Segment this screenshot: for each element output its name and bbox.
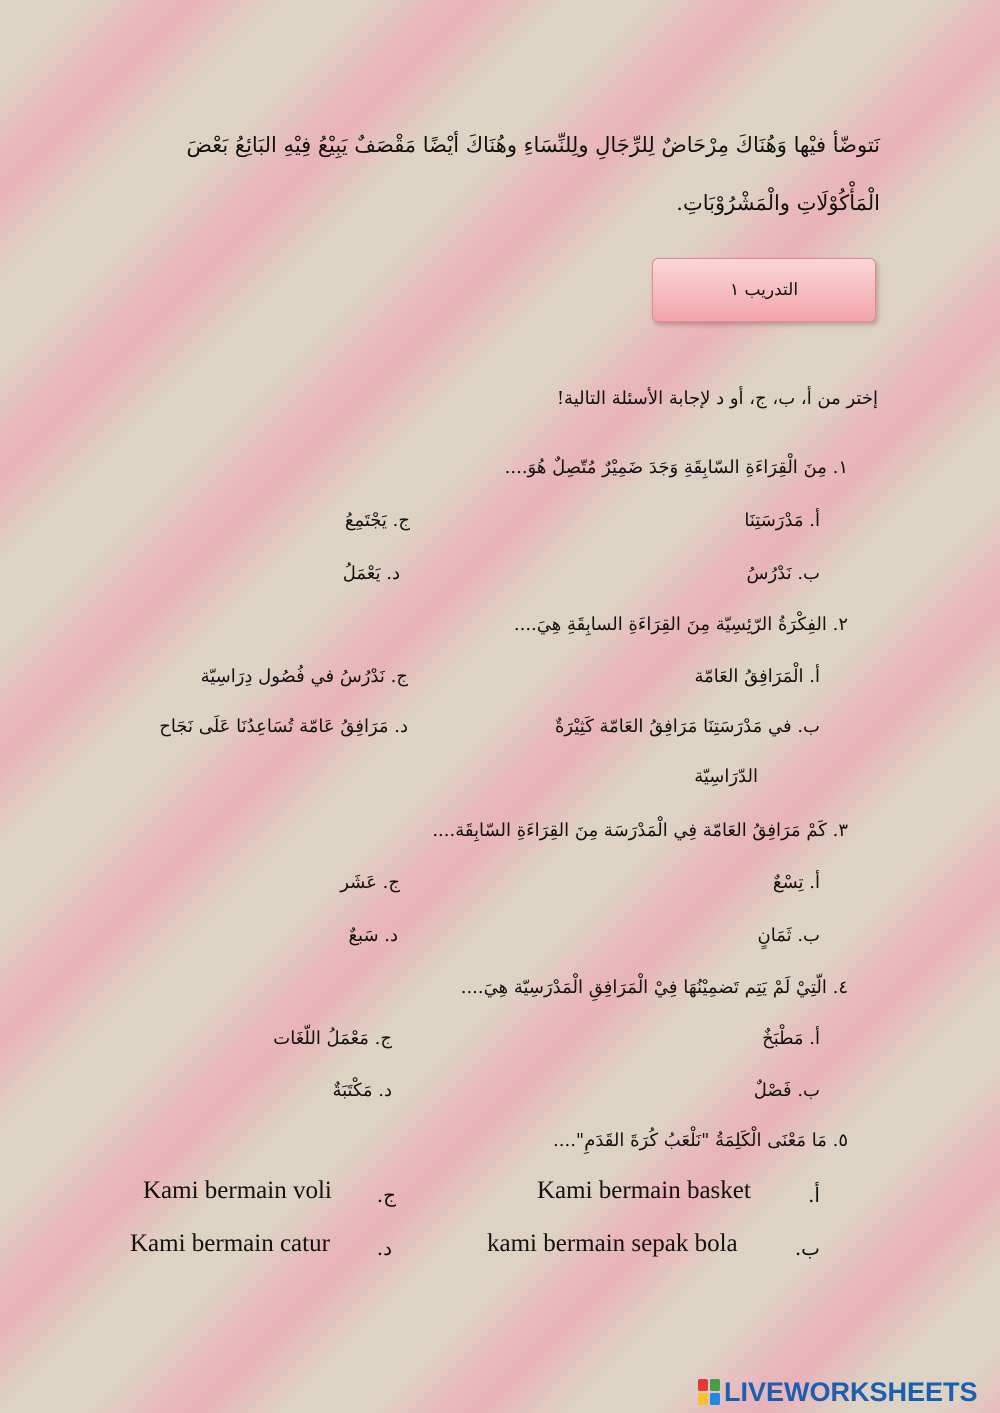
liveworksheets-logo-text: LIVEWORKSHEETS: [724, 1376, 978, 1407]
q5-option-c[interactable]: Kami bermain voli: [143, 1177, 332, 1204]
q5-option-a-letter: أ.: [808, 1183, 820, 1207]
q4-option-d[interactable]: د. مَكْتَبَةٌ: [332, 1080, 392, 1101]
q3-option-a[interactable]: أ. تِسْعٌ: [772, 872, 820, 893]
q5-option-a[interactable]: Kami bermain basket: [537, 1177, 751, 1204]
q1-option-c[interactable]: ج. يَجْتَمِعُ: [344, 510, 410, 531]
instruction-text: إختر من أ، ب، ج، أو د لإجابة الأسئلة التالية!: [556, 388, 878, 409]
q2-option-a[interactable]: أ. الْمَرَافِقُ العَامّة: [694, 666, 820, 687]
liveworksheets-logo: [698, 1374, 978, 1410]
q4-option-b[interactable]: ب. فَصْلٌ: [753, 1080, 820, 1101]
liveworksheets-logo-icon: [698, 1379, 720, 1405]
exercise-badge: التدريب ١: [652, 258, 876, 322]
question-5-text: ٥. مَا مَعْنَى الْكَلِمَةُ "نَلْعَبُ كُرَةَ القَدَمِ"....: [553, 1130, 848, 1151]
q2-option-d[interactable]: د. مَرَافِقُ عَامّة تُسَاعِدُنَا عَلَى نَجَاح: [159, 716, 408, 737]
q5-option-b-letter: ب.: [794, 1236, 820, 1260]
q1-option-b[interactable]: ب. نَدْرُسُ: [746, 563, 820, 584]
q3-option-d[interactable]: د. سَبعٌ: [348, 925, 398, 946]
q5-option-c-letter: ج.: [376, 1183, 396, 1207]
q2-option-b-continued: الدّرَاسِيّة: [694, 766, 758, 787]
q5-option-b[interactable]: kami bermain sepak bola: [487, 1230, 738, 1257]
question-3-text: ٣. كَمْ مَرَافِقُ العَامّة فِي الْمَدْرَسَة مِنَ القِرَاءَةِ السّابِقَة....: [432, 820, 848, 841]
q5-option-d-letter: د.: [376, 1236, 392, 1260]
question-4-text: ٤. الّتِيْ لَمْ يَتِم تَضمِيْنُهَا فِيْ الْمَرَافِقِ الْمَدْرَسِيّة هِيَ....: [460, 977, 848, 998]
q2-option-b[interactable]: ب. في مَدْرَسَتِنَا مَرَافِقُ العَامّة كَثِيْرَةٌ: [554, 716, 820, 737]
passage-line-1: نَتوضّأ فيْها وَهُنَاكَ مِرْحَاضٌ لِلرِّجَالِ ولِلنِّسَاءِ وهُنَاكَ أيْضًا مَقْصَفٌ يَبِيْعُ فِيْهِ البَائِعُ بَعْضَ: [186, 133, 880, 157]
q4-option-a[interactable]: أ. مَطْبَخٌ: [762, 1028, 820, 1049]
q5-option-d[interactable]: Kami bermain catur: [130, 1230, 330, 1257]
q4-option-c[interactable]: ج. مَعْمَلُ اللّغَات: [273, 1028, 392, 1049]
q2-option-c[interactable]: ج. نَدْرُسُ في فُصُول دِرَاسِيّة: [200, 666, 408, 687]
passage-line-2: الْمَأْكُوْلَاتِ والْمَشْرُوْبَاتِ.: [676, 191, 880, 215]
q3-option-b[interactable]: ب. ثَمَانٍ: [757, 925, 820, 946]
q1-option-a[interactable]: أ. مَدْرَسَتِنَا: [744, 510, 820, 531]
q1-option-d[interactable]: د. يَعْمَلُ: [342, 563, 400, 584]
q3-option-c[interactable]: ج. عَشَر: [340, 872, 400, 893]
question-2-text: ٢. الفِكْرَةُ الرّئِسِيّة مِنَ القِرَاءَةِ السابِقَةِ هِيَ....: [513, 614, 848, 635]
question-1-text: ١. مِنَ الْقِرَاءَةِ السّابِقَةِ وَجَدَ ضَمِيْرٌ مُتّصِلٌ هُوَ....: [504, 457, 848, 478]
